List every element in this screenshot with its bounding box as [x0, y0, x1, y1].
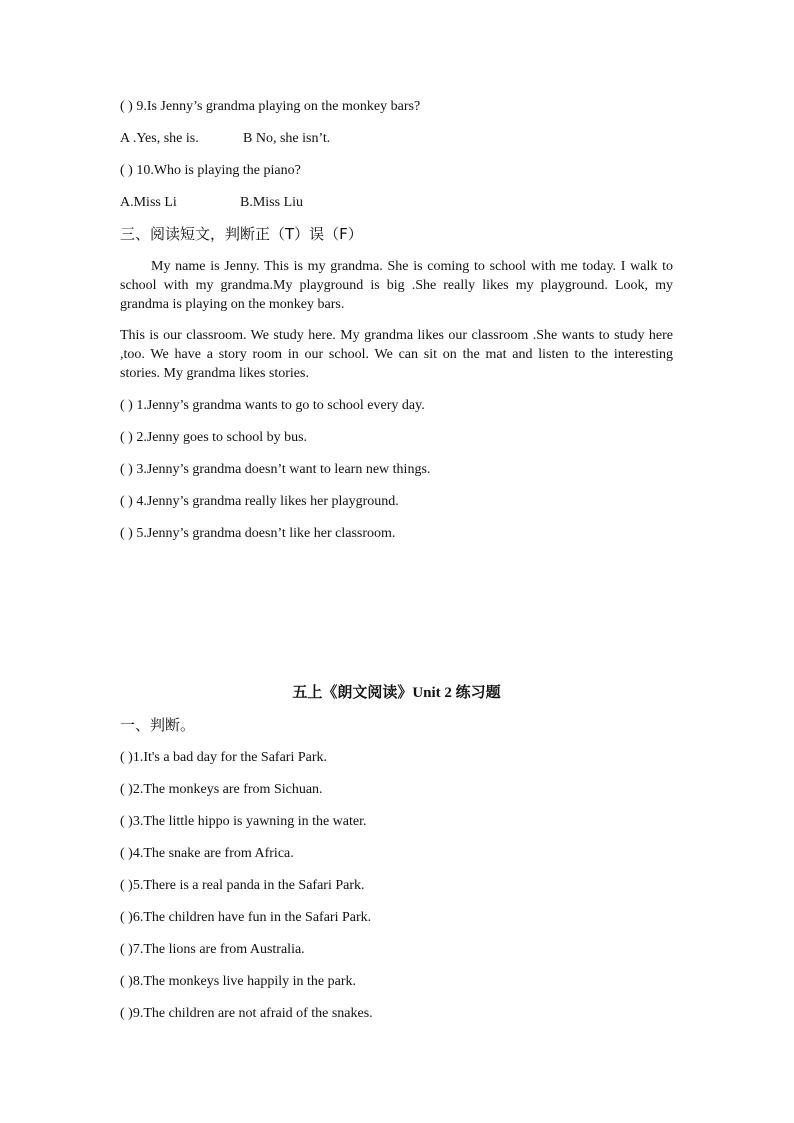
question-10-options — [120, 193, 520, 212]
unit2-item-8: ( )8.The monkeys live happily in the park. — [120, 974, 356, 989]
option-a: A.Miss Li — [120, 195, 177, 210]
unit2-item-7: ( )7.The lions are from Australia. — [120, 942, 305, 957]
unit2-item-9: ( )9.The children are not afraid of the snakes. — [120, 1006, 373, 1021]
question-9: ( ) 9.Is Jenny’s grandma playing on the monkey bars? — [120, 99, 421, 114]
option-a: A .Yes, she is. — [120, 131, 199, 146]
unit2-item-4: ( )4.The snake are from Africa. — [120, 846, 294, 861]
unit2-item-3: ( )3.The little hippo is yawning in the water. — [120, 814, 367, 829]
unit2-item-5: ( )5.There is a real panda in the Safari Park. — [120, 878, 365, 893]
judge-item-1: ( ) 1.Jenny’s grandma wants to go to school every day. — [120, 398, 425, 413]
reading-paragraph-1: My name is Jenny. This is my grandma. She is coming to school with me today. I walk to school with my grandma.My playground is big .She really likes my playground. Look, my grandma is playing on the monkey bars. — [120, 259, 673, 312]
judge-item-5: ( ) 5.Jenny’s grandma doesn’t like her classroom. — [120, 526, 396, 541]
judge-item-3: ( ) 3.Jenny’s grandma doesn’t want to learn new things. — [120, 462, 431, 477]
option-b: B No, she isn’t. — [243, 131, 331, 146]
unit2-item-6: ( )6.The children have fun in the Safari Park. — [120, 910, 372, 925]
reading-paragraph-2: This is our classroom. We study here. My grandma likes our classroom .She wants to study here ,too. We have a story room in our school. We can sit on the mat and listen to the interesting stories. My grandma likes stories. — [120, 328, 673, 381]
section-1-heading: 一、判断。 — [120, 716, 196, 734]
judge-item-2: ( ) 2.Jenny goes to school by bus. — [120, 430, 308, 445]
option-b: B.Miss Liu — [240, 195, 304, 210]
unit-2-title: 五上《朗文阅读》Unit 2 练习题 — [292, 685, 501, 701]
section-3-heading: 三、阅读短文，判断正（T）误（F） — [120, 225, 363, 243]
judge-item-4: ( ) 4.Jenny’s grandma really likes her playground. — [120, 494, 399, 509]
unit2-item-2: ( )2.The monkeys are from Sichuan. — [120, 782, 323, 797]
unit2-item-1: ( )1.It's a bad day for the Safari Park. — [120, 750, 328, 765]
question-10: ( ) 10.Who is playing the piano? — [120, 163, 301, 178]
question-9-options — [120, 129, 520, 148]
